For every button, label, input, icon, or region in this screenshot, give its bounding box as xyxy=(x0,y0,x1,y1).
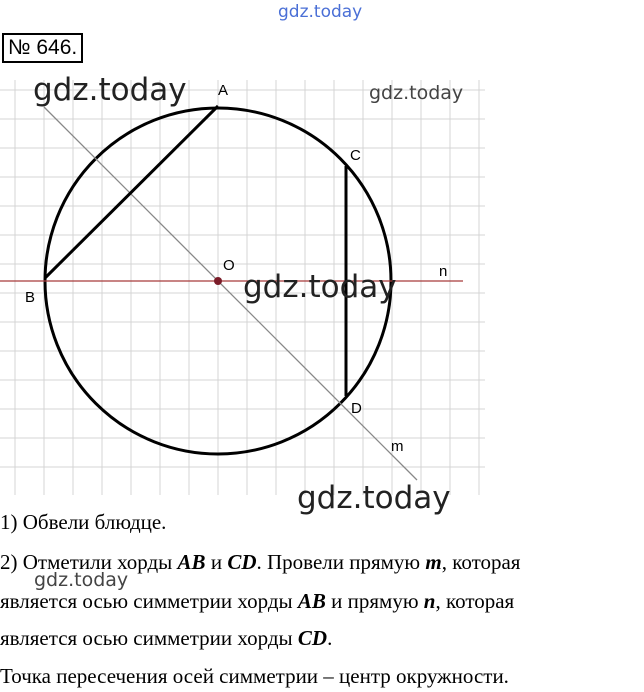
line-m-label: m xyxy=(425,550,442,574)
watermark-c: gdz.today xyxy=(243,269,397,305)
line3-text-a: является осью симметрии хорды xyxy=(0,589,298,613)
chord-cd-label-2: CD xyxy=(297,626,328,650)
label-n: n xyxy=(439,263,448,280)
chord-cd-label: CD xyxy=(227,550,257,574)
solution-step-1: 1) Обвели блюдце. xyxy=(0,510,167,534)
problem-number: № 646. xyxy=(2,33,83,63)
watermark-b: gdz.today xyxy=(369,82,464,104)
label-m: m xyxy=(391,438,404,455)
line-n-label: n xyxy=(423,589,436,613)
line3-text-c: , которая xyxy=(435,589,515,613)
watermark-top: gdz.today xyxy=(278,2,363,22)
line4-text-a: является осью симметрии хорды xyxy=(0,626,298,650)
center-point-o xyxy=(214,277,222,285)
solution-conclusion: Точка пересечения осей симметрии – центр окружности. xyxy=(0,664,509,688)
chord-ab-label: AB xyxy=(177,550,206,574)
label-d: D xyxy=(351,400,362,417)
line4-text-b: . xyxy=(327,626,333,650)
label-a: A xyxy=(218,82,229,99)
label-o: O xyxy=(223,257,235,274)
watermark-a: gdz.today xyxy=(33,72,187,108)
label-b: B xyxy=(25,289,36,306)
step2-text-c: , которая xyxy=(441,550,521,574)
watermark-d: gdz.today xyxy=(297,480,451,516)
label-c: C xyxy=(350,147,361,164)
solution-line-3 xyxy=(0,589,514,613)
solution-line-4 xyxy=(0,626,332,650)
and-text: и xyxy=(205,550,228,574)
line3-text-b: и прямую xyxy=(325,589,424,613)
step2-text-b: . Провели прямую xyxy=(256,550,426,574)
watermark-e: gdz.today xyxy=(34,569,129,591)
chord-ab-label-2: AB xyxy=(297,589,326,613)
step2-text-a: 2) Отметили хорды xyxy=(0,550,178,574)
